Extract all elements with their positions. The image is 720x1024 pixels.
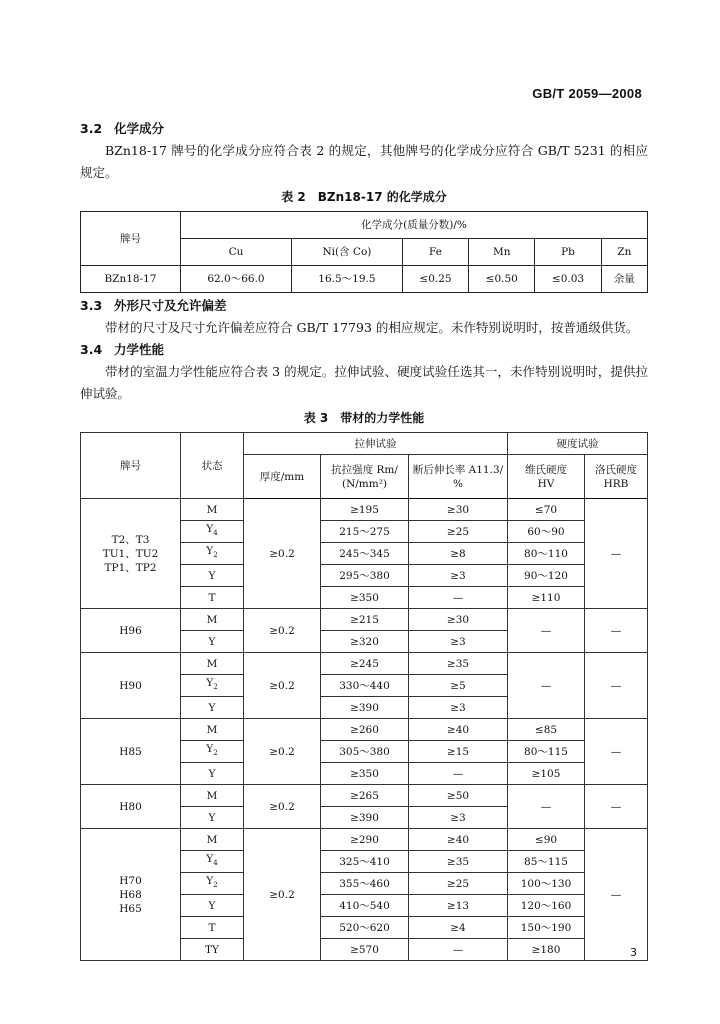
t3-header-hardness: 硬度试验 (508, 433, 648, 455)
t3-hv: 80～110 (508, 543, 585, 565)
t3-state: Y (181, 631, 244, 653)
t3-hv: 90～120 (508, 565, 585, 587)
table-row (81, 499, 648, 521)
hrb-unit: HRB (603, 477, 629, 490)
section-3-3-heading (80, 295, 648, 317)
grade-line: H90 (119, 679, 142, 692)
t3-elongation: ≥15 (409, 741, 508, 763)
t3-strength: ≥260 (321, 719, 409, 741)
t3-hv: ≤85 (508, 719, 585, 741)
t3-header-elongation (409, 455, 508, 499)
t3-hv: 120～160 (508, 895, 585, 917)
t3-elongation: — (409, 939, 508, 961)
t3-strength: ≥390 (321, 697, 409, 719)
t3-hrb: — (585, 609, 648, 653)
grade-line: H68 (119, 888, 142, 901)
t3-elongation: ≥13 (409, 895, 508, 917)
t3-hv: — (508, 653, 585, 719)
section-number: 3.3 (80, 298, 103, 313)
elongation-label: 断后伸长率 A11.3/ (412, 463, 504, 476)
t3-hv: 100～130 (508, 873, 585, 895)
hrb-label: 洛氏硬度 (595, 463, 637, 476)
section-title: 化学成分 (114, 121, 165, 136)
t2-header-element: Pb (535, 239, 601, 266)
t3-strength: ≥350 (321, 763, 409, 785)
t3-state: T (181, 587, 244, 609)
t3-hv: 60～90 (508, 521, 585, 543)
table3-caption: 表 3 带材的力学性能 (303, 411, 425, 425)
t3-strength: 325～410 (321, 851, 409, 873)
table2-caption: 表 2 BZn18-17 的化学成分 (281, 190, 447, 204)
table-row (81, 653, 648, 675)
grade-line: T2、T3 (111, 533, 150, 546)
t3-state: Y (181, 697, 244, 719)
t3-elongation: ≥3 (409, 565, 508, 587)
t3-thickness: ≥0.2 (244, 653, 321, 719)
t3-strength: 410～540 (321, 895, 409, 917)
t2-value: ≤0.50 (469, 266, 535, 293)
t3-hv: 80～115 (508, 741, 585, 763)
section-3-4-heading (80, 339, 648, 361)
t3-elongation: ≥35 (409, 851, 508, 873)
t3-hv: ≥180 (508, 939, 585, 961)
t3-elongation: ≥25 (409, 873, 508, 895)
elongation-unit: % (453, 477, 463, 490)
t3-grade (81, 719, 181, 785)
t3-strength: ≥290 (321, 829, 409, 851)
t2-header-element: Zn (601, 239, 647, 266)
t3-state: M (181, 829, 244, 851)
t3-header-grade: 牌号 (81, 433, 181, 499)
t3-state: T (181, 917, 244, 939)
t3-state: Y (181, 807, 244, 829)
t2-value: 余量 (601, 266, 647, 293)
t3-elongation: ≥3 (409, 697, 508, 719)
grade-line: H70 (119, 874, 142, 887)
t3-strength: ≥570 (321, 939, 409, 961)
section-3-4-text: 带材的室温力学性能应符合表 3 的规定。拉伸试验、硬度试验任选其一，未作特别说明时，提供拉伸试验。 (80, 364, 648, 401)
t3-state: Y (181, 763, 244, 785)
table3-mechanical-properties (80, 432, 648, 961)
table-row (81, 266, 648, 293)
page-content (80, 118, 648, 961)
grade-line: TU1、TU2 (102, 547, 159, 560)
t3-elongation: ≥30 (409, 499, 508, 521)
section-title: 力学性能 (114, 342, 165, 357)
t2-header-element: Mn (469, 239, 535, 266)
t3-strength: ≥265 (321, 785, 409, 807)
t3-strength: ≥215 (321, 609, 409, 631)
t3-elongation: ≥5 (409, 675, 508, 697)
t2-grade: BZn18-17 (81, 266, 181, 293)
strength-label: 抗拉强度 Rm/ (331, 463, 398, 476)
t3-elongation: ≥35 (409, 653, 508, 675)
t3-thickness: ≥0.2 (244, 719, 321, 785)
t3-hv: ≥110 (508, 587, 585, 609)
t3-state: $Y_4$ (181, 851, 244, 873)
t3-elongation: — (409, 763, 508, 785)
grade-line: H80 (119, 800, 142, 813)
grade-line: H96 (119, 624, 142, 637)
t3-strength: 520～620 (321, 917, 409, 939)
t3-header-tensile: 拉伸试验 (244, 433, 508, 455)
t3-elongation: — (409, 587, 508, 609)
t3-state: M (181, 719, 244, 741)
grade-line: TP1、TP2 (104, 561, 157, 574)
t3-strength: 215～275 (321, 521, 409, 543)
t3-hv: ≥105 (508, 763, 585, 785)
t3-grade (81, 785, 181, 829)
t3-strength: 295～380 (321, 565, 409, 587)
t3-strength: ≥350 (321, 587, 409, 609)
t2-header-element: Cu (181, 239, 292, 266)
t3-state: Y (181, 565, 244, 587)
t3-header-thickness: 厚度/mm (244, 455, 321, 499)
t3-elongation: ≥3 (409, 807, 508, 829)
t3-state: M (181, 499, 244, 521)
table-row (81, 609, 648, 631)
t3-elongation: ≥50 (409, 785, 508, 807)
t3-hrb: — (585, 785, 648, 829)
t2-value: ≤0.03 (535, 266, 601, 293)
table-row (81, 829, 648, 851)
t3-strength: ≥390 (321, 807, 409, 829)
t3-hv: 150～190 (508, 917, 585, 939)
t3-state: M (181, 785, 244, 807)
t3-grade (81, 499, 181, 609)
t3-state: Y (181, 895, 244, 917)
t3-elongation: ≥25 (409, 521, 508, 543)
section-3-2-heading (80, 118, 648, 140)
t3-hv: 85～115 (508, 851, 585, 873)
t3-elongation: ≥8 (409, 543, 508, 565)
section-number: 3.4 (80, 342, 103, 357)
t2-value: ≤0.25 (402, 266, 468, 293)
t2-value: 16.5～19.5 (291, 266, 402, 293)
section-title: 外形尺寸及允许偏差 (114, 298, 227, 313)
table2-chemical-composition (80, 211, 648, 293)
standard-code: GB/T 2059—2008 (532, 86, 642, 101)
t3-grade (81, 653, 181, 719)
grade-line: H85 (119, 745, 142, 758)
t3-strength: ≥320 (321, 631, 409, 653)
t3-elongation: ≥40 (409, 719, 508, 741)
t3-thickness: ≥0.2 (244, 829, 321, 961)
t3-thickness: ≥0.2 (244, 785, 321, 829)
t3-state: M (181, 609, 244, 631)
t2-value: 62.0～66.0 (181, 266, 292, 293)
t3-hv: ≤90 (508, 829, 585, 851)
strength-unit: (N/mm²) (341, 477, 388, 490)
t3-strength: 330～440 (321, 675, 409, 697)
t3-strength: 305～380 (321, 741, 409, 763)
t3-state: M (181, 653, 244, 675)
t3-header-hv (508, 455, 585, 499)
t3-state: TY (181, 939, 244, 961)
t3-hrb: — (585, 829, 648, 961)
t3-hrb: — (585, 499, 648, 609)
t3-elongation: ≥4 (409, 917, 508, 939)
t3-state: $Y_2$ (181, 543, 244, 565)
t2-header-element: Fe (402, 239, 468, 266)
t3-strength: ≥195 (321, 499, 409, 521)
t3-hv: — (508, 609, 585, 653)
t3-thickness: ≥0.2 (244, 609, 321, 653)
t3-strength: 245～345 (321, 543, 409, 565)
t3-grade (81, 829, 181, 961)
t3-header-strength (321, 455, 409, 499)
t3-header-hrb (585, 455, 648, 499)
t2-header-grade: 牌号 (81, 212, 181, 266)
table-row (81, 785, 648, 807)
t3-thickness: ≥0.2 (244, 499, 321, 609)
t3-state: $Y_2$ (181, 741, 244, 763)
grade-line: H65 (119, 902, 142, 915)
t2-header-group: 化学成分(质量分数)/% (181, 212, 648, 239)
t3-elongation: ≥30 (409, 609, 508, 631)
t3-state: $Y_4$ (181, 521, 244, 543)
t2-header-element: Ni(含 Co) (291, 239, 402, 266)
page-number: 3 (630, 946, 637, 959)
t3-state: $Y_2$ (181, 675, 244, 697)
t3-state: $Y_2$ (181, 873, 244, 895)
section-3-2-text: BZn18-17 牌号的化学成分应符合表 2 的规定，其他牌号的化学成分应符合 GB/T 5231 的相应规定。 (80, 143, 648, 180)
t3-strength: ≥245 (321, 653, 409, 675)
hv-unit: HV (537, 477, 555, 490)
t3-hv: — (508, 785, 585, 829)
section-number: 3.2 (80, 121, 103, 136)
t3-hrb: — (585, 719, 648, 785)
section-3-3-text: 带材的尺寸及尺寸允许偏差应符合 GB/T 17793 的相应规定。未作特别说明时，按普通级供货。 (105, 320, 639, 335)
hv-label: 维氏硬度 (525, 463, 567, 476)
t3-header-state: 状态 (181, 433, 244, 499)
t3-hrb: — (585, 653, 648, 719)
t3-grade (81, 609, 181, 653)
t3-strength: 355～460 (321, 873, 409, 895)
t3-elongation: ≥3 (409, 631, 508, 653)
t3-elongation: ≥40 (409, 829, 508, 851)
table-row (81, 719, 648, 741)
t3-hv: ≤70 (508, 499, 585, 521)
